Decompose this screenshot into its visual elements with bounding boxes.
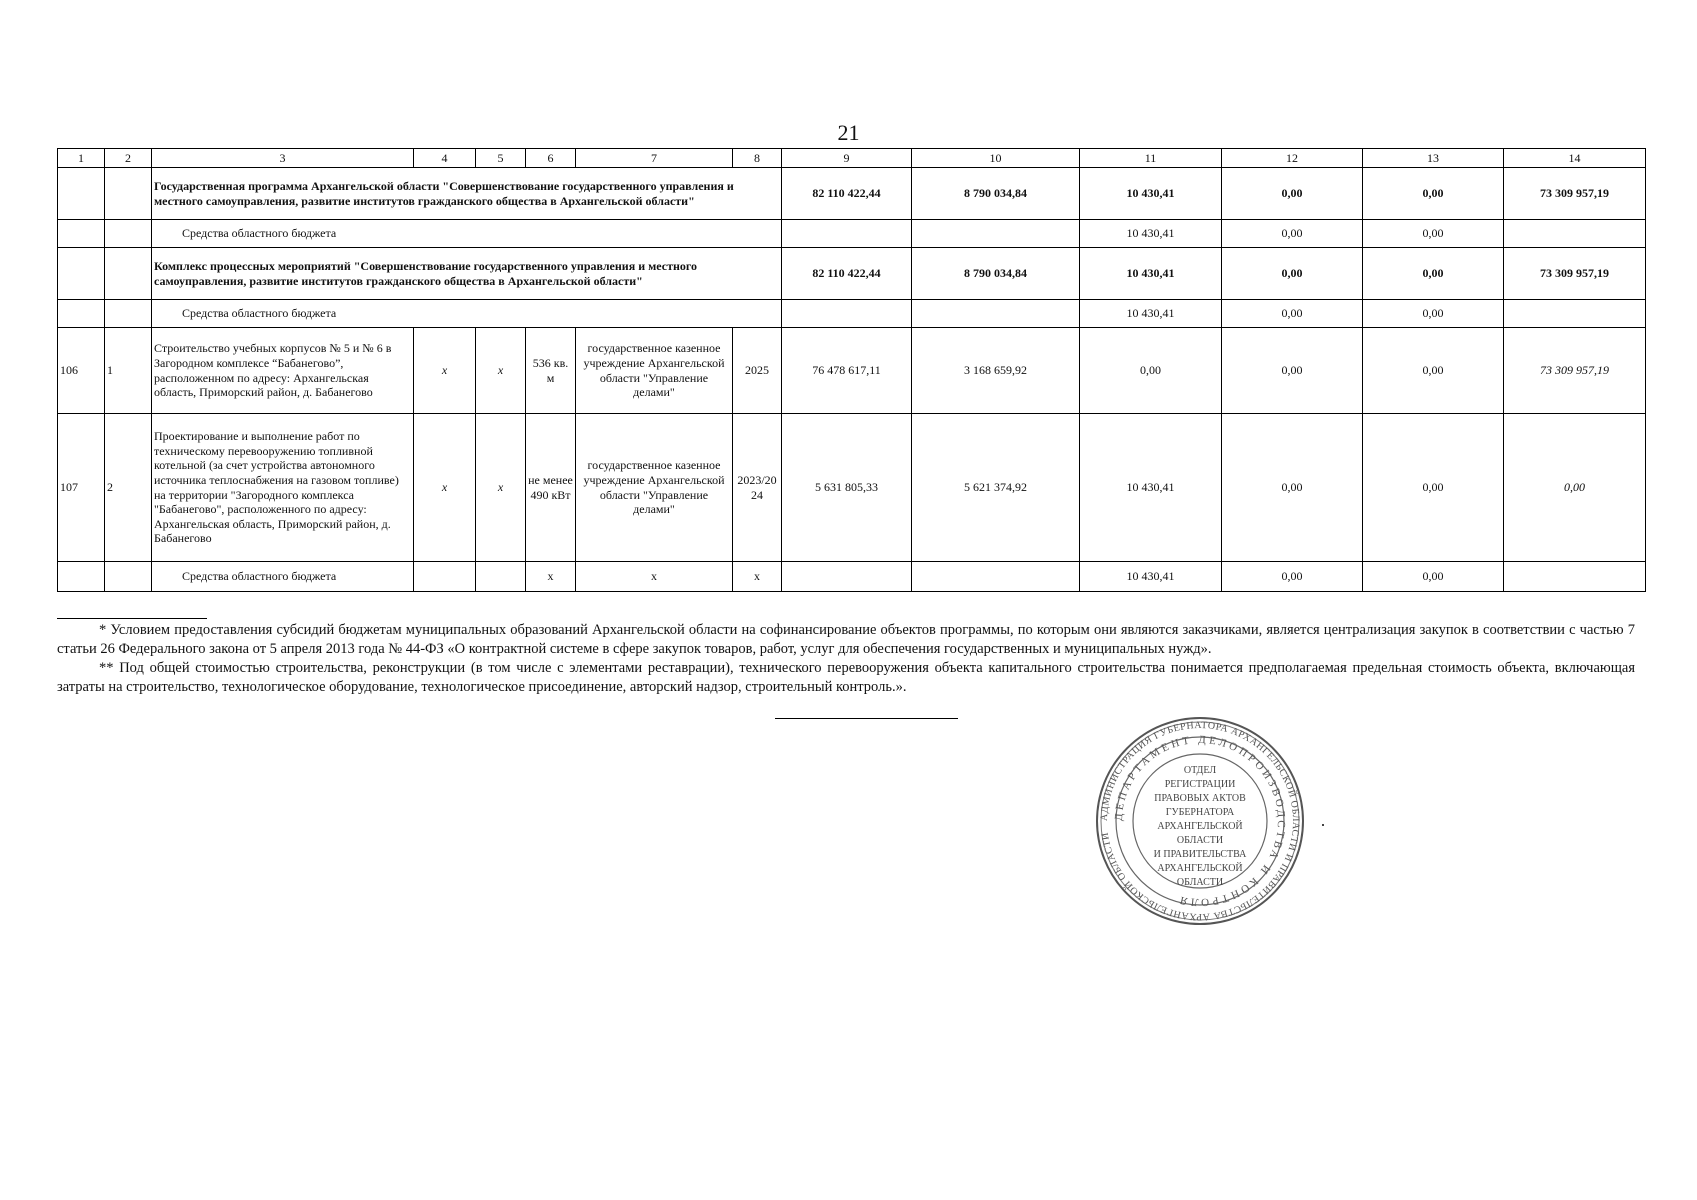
footnote-2: ** Под общей стоимостью строительства, реконструкции (в том числе с элементами реставрации), технического перевооружения объекта капитального строительства понимается предполагаемая предельная стоимость объекта, включающая затраты на строительство, технологическое оборудование, технологическое присоединение, авторский надзор, строительный контроль.». — [57, 660, 1635, 695]
program-c14: 73 309 957,19 — [1504, 168, 1646, 220]
cell-c13: 0,00 — [1363, 414, 1504, 562]
stamp-line: ГУБЕРНАТОРА — [1165, 807, 1235, 818]
complex-total: 82 110 422,44 — [782, 248, 912, 300]
program-c11: 10 430,41 — [1080, 168, 1222, 220]
object-name: Проектирование и выполнение работ по техническому перевооружению топливной котельной (за счет устройства автономного источника теплоснабжения на газовом топливе) на территории "Загородного комплекса "Бабанегово", расположенного по адресу: Архангельская область, Приморский район, д. Бабанегово — [152, 414, 414, 562]
cost-total: 5 631 805,33 — [782, 414, 912, 562]
header-cell: 10 — [912, 149, 1080, 168]
budget-c11: 10 430,41 — [1080, 220, 1222, 248]
program-c13: 0,00 — [1363, 168, 1504, 220]
cell-c6: x — [526, 562, 576, 592]
period: 2023/2024 — [733, 414, 782, 562]
stamp-line: РЕГИСТРАЦИИ — [1164, 779, 1236, 790]
stamp-line: АРХАНГЕЛЬСКОЙ — [1157, 863, 1243, 874]
cell-c7: x — [576, 562, 733, 592]
stamp-line: И ПРАВИТЕЛЬСТВА — [1153, 849, 1247, 860]
stamp-mid-ring-text: ДЕПАРТАМЕНТ ДЕЛОПРОИЗВОДСТВА И КОНТРОЛЯ — [1112, 733, 1288, 909]
budget-c13: 0,00 — [1363, 220, 1504, 248]
final-budget-row — [58, 562, 1646, 592]
cell-c13: 0,00 — [1363, 328, 1504, 414]
header-cell: 1 — [58, 149, 105, 168]
budget-c11: 10 430,41 — [1080, 300, 1222, 328]
cell-c12: 0,00 — [1222, 414, 1363, 562]
header-cell: 13 — [1363, 149, 1504, 168]
cell-c10: 5 621 374,92 — [912, 414, 1080, 562]
header-cell: 4 — [414, 149, 476, 168]
stamp-line: ОБЛАСТИ — [1176, 877, 1224, 888]
program-total: 82 110 422,44 — [782, 168, 912, 220]
header-cell: 14 — [1504, 149, 1646, 168]
cell-c12: 0,00 — [1222, 328, 1363, 414]
program-budget-row — [58, 220, 1646, 248]
complex-c14: 73 309 957,19 — [1504, 248, 1646, 300]
table-row — [58, 328, 1646, 414]
budget-c12: 0,00 — [1222, 300, 1363, 328]
complex-c13: 0,00 — [1363, 248, 1504, 300]
cell-c11: 0,00 — [1080, 328, 1222, 414]
cell-c4: x — [414, 328, 476, 414]
cell-c5: x — [476, 414, 526, 562]
program-c10: 8 790 034,84 — [912, 168, 1080, 220]
budget-c12: 0,00 — [1222, 220, 1363, 248]
cost-total: 76 478 617,11 — [782, 328, 912, 414]
program-title: Государственная программа Архангельской области "Совершенствование государственного управления и местного самоуправления, развитие институтов гражданского общества в Архангельской области" — [152, 168, 782, 220]
stamp-line: ОБЛАСТИ — [1176, 835, 1224, 846]
budget-label: Средства областного бюджета — [152, 562, 414, 592]
row-index: 1 — [105, 328, 152, 414]
row-index: 2 — [105, 414, 152, 562]
footnote-separator — [57, 618, 207, 619]
stamp-line: АРХАНГЕЛЬСКОЙ — [1157, 821, 1243, 832]
stamp-line: ПРАВОВЫХ АКТОВ — [1154, 793, 1246, 804]
complex-c11: 10 430,41 — [1080, 248, 1222, 300]
capacity: 536 кв. м — [526, 328, 576, 414]
capacity: не менее 490 кВт — [526, 414, 576, 562]
header-cell: 11 — [1080, 149, 1222, 168]
header-cell: 8 — [733, 149, 782, 168]
program-table — [57, 148, 1646, 592]
footnote-1: * Условием предоставления субсидий бюджетам муниципальных образований Архангельской области на софинансирование объектов программы, по которым они являются заказчиками, является централизация закупок в соответствии с частью 7 статьи 26 Федерального закона от 5 апреля 2013 года № 44-ФЗ «О контрактной системе в сфере закупок товаров, работ, услуг для обеспечения государственных и муниципальных нужд». — [57, 622, 1635, 657]
speck — [1322, 824, 1324, 826]
header-row — [58, 149, 1646, 168]
header-cell: 2 — [105, 149, 152, 168]
program-c12: 0,00 — [1222, 168, 1363, 220]
header-cell: 7 — [576, 149, 733, 168]
complex-c10: 8 790 034,84 — [912, 248, 1080, 300]
header-cell: 6 — [526, 149, 576, 168]
row-number: 106 — [58, 328, 105, 414]
cell-c14: 73 309 957,19 — [1504, 328, 1646, 414]
table-row — [58, 414, 1646, 562]
header-cell: 3 — [152, 149, 414, 168]
complex-title: Комплекс процессных мероприятий "Совершенствование государственного управления и местного самоуправления, развитие институтов гражданского общества в Архангельской области" — [152, 248, 782, 300]
complex-row — [58, 248, 1646, 300]
budget-label: Средства областного бюджета — [152, 300, 782, 328]
budget-c12: 0,00 — [1222, 562, 1363, 592]
customer: государственное казенное учреждение Архангельской области "Управление делами" — [576, 328, 733, 414]
customer: государственное казенное учреждение Архангельской области "Управление делами" — [576, 414, 733, 562]
footnotes — [57, 621, 1635, 697]
program-row — [58, 168, 1646, 220]
cell-c4: x — [414, 414, 476, 562]
budget-label: Средства областного бюджета — [152, 220, 782, 248]
cell-c14: 0,00 — [1504, 414, 1646, 562]
header-cell: 5 — [476, 149, 526, 168]
header-cell: 9 — [782, 149, 912, 168]
stamp-line: ОТДЕЛ — [1183, 765, 1217, 776]
row-number: 107 — [58, 414, 105, 562]
header-cell: 12 — [1222, 149, 1363, 168]
complex-c12: 0,00 — [1222, 248, 1363, 300]
registration-stamp — [1092, 716, 1308, 926]
period: 2025 — [733, 328, 782, 414]
budget-c13: 0,00 — [1363, 300, 1504, 328]
budget-c11: 10 430,41 — [1080, 562, 1222, 592]
end-line — [775, 718, 958, 719]
page-number: 21 — [837, 120, 860, 145]
cell-c11: 10 430,41 — [1080, 414, 1222, 562]
cell-c8: x — [733, 562, 782, 592]
cell-c10: 3 168 659,92 — [912, 328, 1080, 414]
cell-c5: x — [476, 328, 526, 414]
budget-c13: 0,00 — [1363, 562, 1504, 592]
complex-budget-row — [58, 300, 1646, 328]
object-name: Строительство учебных корпусов № 5 и № 6 в Загородном комплексе “Бабанегово”, расположенном по адресу: Архангельская область, Приморский район, д. Бабанегово — [152, 328, 414, 414]
stamp-ring-text: АДМИНИСТРАЦИЯ ГУБЕРНАТОРА АРХАНГЕЛЬСКОЙ ОБЛАСТИ И ПРАВИТЕЛЬСТВА АРХАНГЕЛЬСКОЙ ОБЛАСТИ — [1098, 719, 1302, 923]
